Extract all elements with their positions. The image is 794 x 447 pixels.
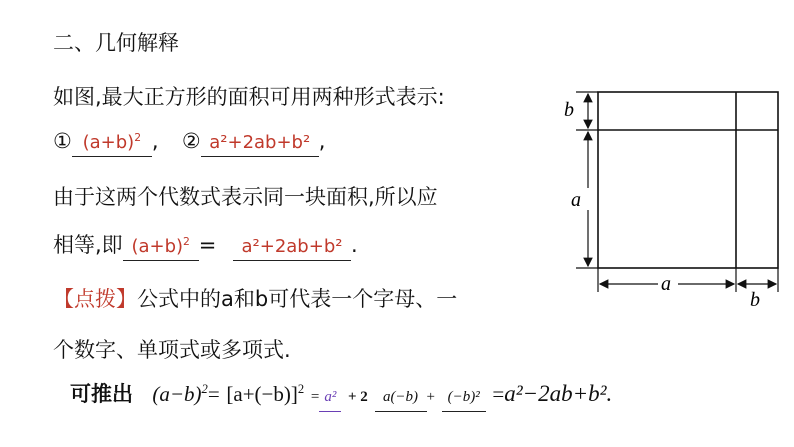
label-b-bottom: b: [750, 289, 760, 310]
derive-line: 可推出 $(a-b)^2= [a+(-b)]^2 = a^2 + 2$ a(−b) + (−b)² =a²−2ab+b².: [70, 380, 612, 412]
paragraph-1: 如图,最大正方形的面积可用两种形式表示:: [53, 85, 445, 109]
derive-result: a²−2ab+b².: [504, 381, 613, 406]
answer-4: a²+2ab+b²: [241, 236, 343, 257]
blank-2: [201, 128, 319, 157]
blank-4: [233, 232, 351, 261]
label-b-left: b: [564, 99, 574, 121]
label-a-left: a: [571, 189, 581, 211]
blank-a-neg-b: a(−b): [375, 383, 427, 412]
tip-label: 【点拨】: [53, 287, 137, 311]
equal-row: 相等,即 $(a+b)^2 = a^2+2ab+b^2$ .: [53, 232, 358, 261]
circled-2: ②: [181, 129, 201, 153]
section-title: 二、几何解释: [53, 31, 179, 55]
outer-square: [598, 92, 778, 268]
circled-1: ①: [53, 129, 72, 153]
square-diagram: [560, 80, 790, 310]
paragraph-2: 由于这两个代数式表示同一块面积,所以应: [53, 185, 438, 209]
tip-line-2: 个数字、单项式或多项式.: [53, 338, 291, 362]
answer-2: a²+2ab+b²: [209, 132, 311, 153]
blank-a-squared: a²: [319, 383, 341, 412]
answer-row: ① $(a+b)^2$ , ② a²+2ab+b² ,: [53, 128, 325, 157]
derive-label: 可推出: [70, 382, 133, 406]
label-a-bottom: a: [661, 273, 671, 295]
blank-1: [72, 128, 152, 157]
answer-3: $(a+b)^2$: [131, 235, 190, 257]
answer-1: $(a+b)^2$: [82, 131, 142, 153]
derive-lhs: $(a-b)^2$: [152, 382, 208, 406]
blank-neg-b-squared: (−b)²: [442, 383, 486, 412]
blank-3: [123, 232, 199, 261]
tip-line-1: 【点拨】公式中的a和b可代表一个字母、一: [53, 287, 458, 311]
derive-mid: $[a+(-b)]^2$: [226, 382, 305, 406]
